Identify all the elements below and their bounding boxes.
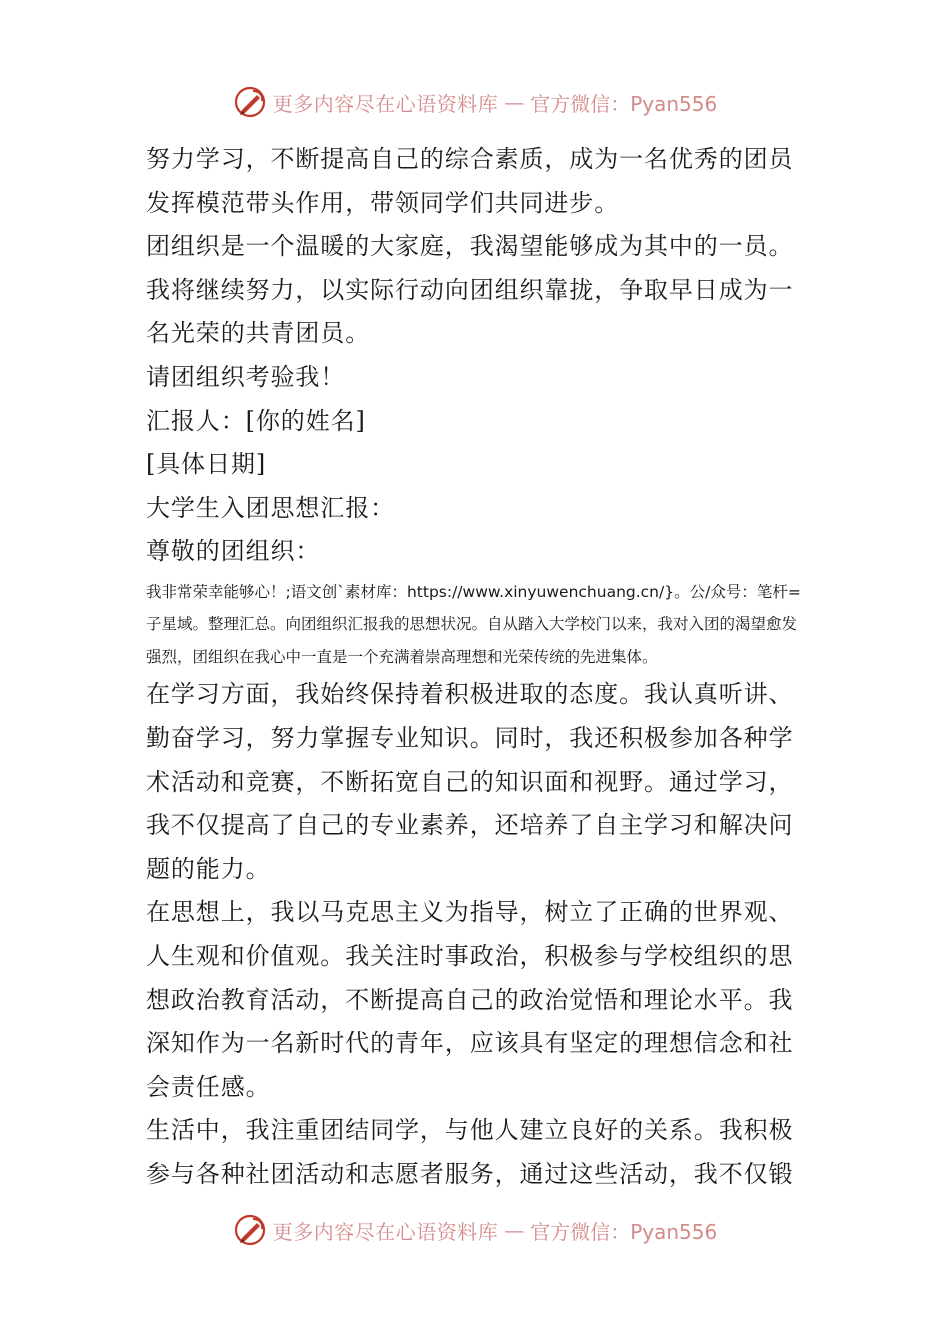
- text-line: 我不仅提高了自己的专业素养，还培养了自主学习和解决问: [146, 811, 794, 840]
- section-title: 大学生入团思想汇报：: [146, 493, 395, 522]
- text-line: 术活动和竞赛，不断拓宽自己的知识面和视野。通过学习，: [146, 767, 794, 796]
- salutation: 尊敬的团组织：: [146, 537, 321, 566]
- text-line: 勤奋学习，努力掌握专业知识。同时，我还积极参加各种学: [146, 724, 794, 753]
- text-line: 在学习方面，我始终保持着积极进取的态度。我认真听讲、: [146, 680, 794, 709]
- text-line: 请团组织考验我！: [146, 362, 346, 391]
- text-line: 名光荣的共青团员。: [146, 319, 371, 348]
- footer-banner: [0, 1208, 950, 1252]
- pen-logo-icon: [233, 85, 267, 119]
- text-line: 题的能力。: [146, 854, 271, 883]
- text-line: 会责任感。: [146, 1072, 271, 1101]
- text-line: 努力学习，不断提高自己的综合素质，成为一名优秀的团员: [146, 145, 794, 173]
- text-line: 生活中，我注重团结同学，与他人建立良好的关系。我积极: [146, 1116, 794, 1145]
- pen-logo-icon: [233, 1213, 267, 1247]
- intro-paragraph: 我非常荣幸能够心！;语文创`素材库：https://www.xinyuwenchuang.cn/}。公/众号：笔杆=子星域。整理汇总。向团组织汇报我的思想状况。自从踏入大学校门以来，我对入团的渴望愈发强烈，团组织在我心中一直是一个充满着崇高理想和光荣传统的先进集体。: [146, 582, 801, 666]
- text-line: 我将继续努力，以实际行动向团组织靠拢，争取早日成为一: [146, 275, 794, 304]
- banner-dash: —: [504, 1218, 525, 1242]
- header-banner: [0, 80, 950, 124]
- text-line: 参与各种社团活动和志愿者服务，通过这些活动，我不仅锻: [146, 1159, 794, 1188]
- text-line: 深知作为一名新时代的青年，应该具有坚定的理想信念和社: [146, 1029, 794, 1058]
- text-line: 在思想上，我以马克思主义为指导，树立了正确的世界观、: [146, 898, 794, 927]
- document-body: [146, 138, 811, 1197]
- reporter-line: 汇报人：[你的姓名]: [146, 406, 366, 435]
- banner-wechat: 官方微信：Pyan556: [530, 1219, 718, 1244]
- text-line: 团组织是一个温暖的大家庭，我渴望能够成为其中的一员。: [146, 232, 794, 261]
- text-line: 发挥模范带头作用，带领同学们共同进步。: [146, 188, 620, 217]
- banner-wechat: 官方微信：Pyan556: [530, 91, 718, 116]
- text-line: 人生观和价值观。我关注时事政治，积极参与学校组织的思: [146, 942, 794, 970]
- banner-dash: —: [504, 90, 525, 114]
- date-line: [具体日期]: [146, 450, 267, 479]
- banner-text: 更多内容尽在心语资料库: [272, 1219, 499, 1244]
- banner-text: 更多内容尽在心语资料库: [272, 91, 499, 116]
- text-line: 想政治教育活动，不断提高自己的政治觉悟和理论水平。我: [146, 985, 794, 1014]
